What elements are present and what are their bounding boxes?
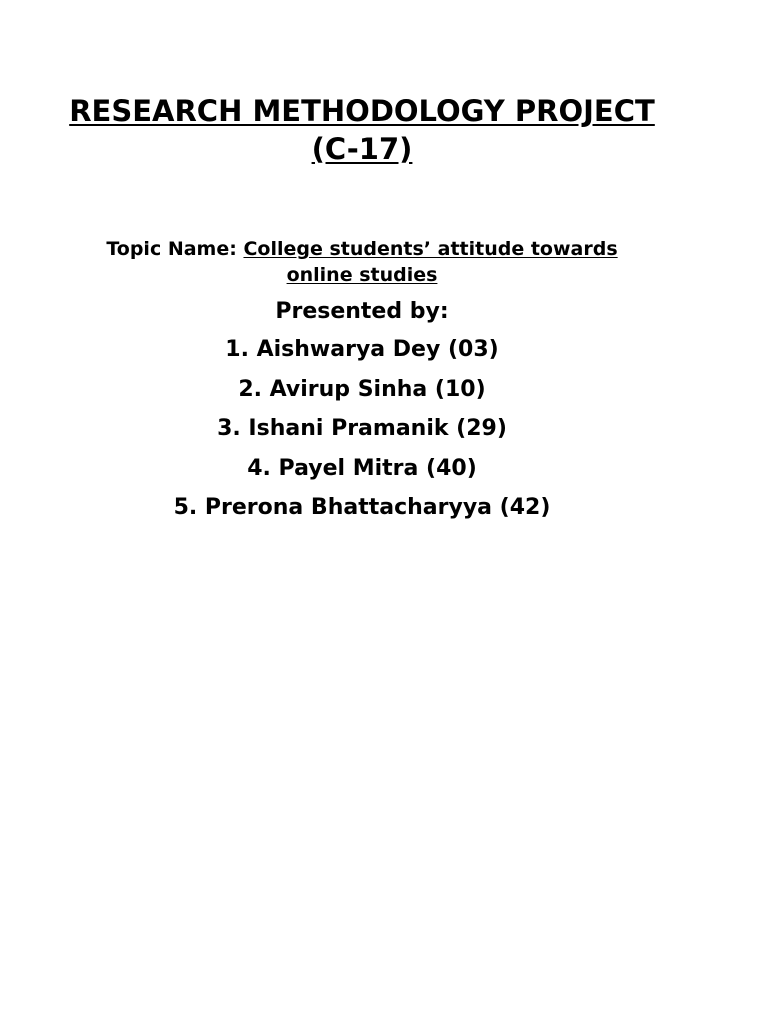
list-item: 1. Aishwarya Dey (03) bbox=[225, 337, 499, 362]
presenters-block bbox=[0, 296, 724, 528]
list-item: 3. Ishani Pramanik (29) bbox=[217, 416, 507, 441]
topic-value-line-2: online studies bbox=[286, 264, 438, 286]
presenter-list bbox=[0, 330, 724, 528]
title-line-1: RESEARCH METHODOLOGY PROJECT bbox=[69, 94, 655, 128]
list-item: 4. Payel Mitra (40) bbox=[247, 455, 477, 481]
topic-block bbox=[0, 236, 724, 288]
title-line-2: (C-17) bbox=[311, 132, 413, 166]
topic-second-line bbox=[0, 262, 724, 288]
page-title bbox=[0, 92, 724, 168]
presented-by-heading: Presented by: bbox=[275, 299, 449, 324]
topic-label: Topic Name: bbox=[106, 238, 237, 260]
topic-value-line-1: College students’ attitude towards bbox=[243, 238, 618, 260]
list-item: 2. Avirup Sinha (10) bbox=[238, 376, 486, 402]
list-item: 5. Prerona Bhattacharyya (42) bbox=[173, 495, 551, 520]
topic-first-line bbox=[0, 236, 724, 262]
